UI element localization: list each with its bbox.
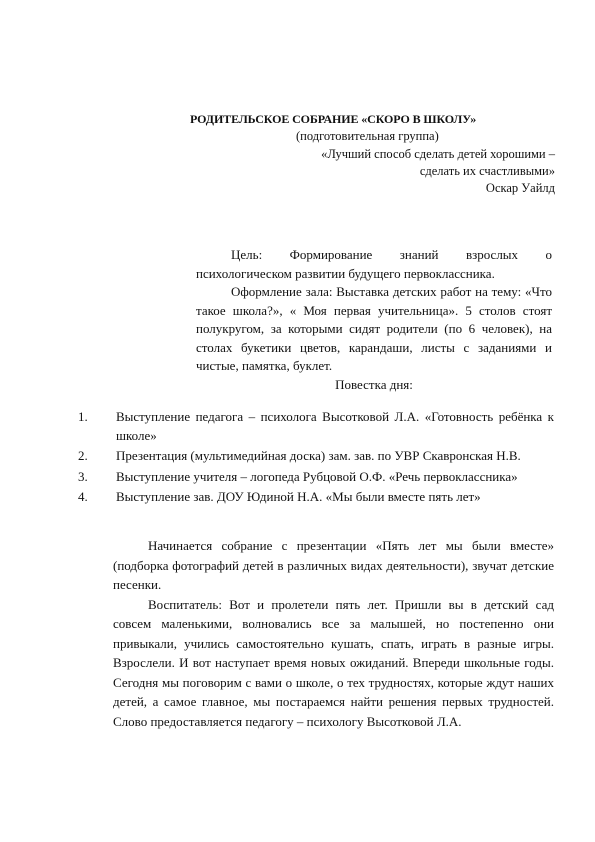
- presentation-paragraph: Начинается собрание с презентации «Пять лет мы были вместе» (подборка фотографий детей в различных видах деятельности), звучат детские песенки.: [113, 538, 554, 592]
- agenda-item-number: 1.: [78, 409, 88, 424]
- agenda-item-number: 3.: [78, 468, 88, 484]
- agenda-item: [78, 447, 554, 466]
- agenda-item-text: Выступление зав. ДОУ Юдиной Н.А. «Мы были вместе пять лет»: [116, 489, 481, 504]
- decoration-paragraph: Оформление зала: Выставка детских работ на тему: «Что такое школа?», « Моя первая учительница». 5 столов стоят полукругом, за которыми сидят родители (по 6 человек), на столах букетики цветов, карандаши, листы с заданиями и чистые, памятка, буклет.: [196, 284, 552, 373]
- agenda-item-text: Выступление педагога – психолога Высотковой Л.А. «Готовность ребёнка к школе»: [116, 409, 554, 443]
- agenda-item: [78, 408, 554, 445]
- document-subtitle: (подготовительная группа): [296, 129, 439, 143]
- body-section: [113, 536, 554, 731]
- agenda-item-text: Выступление учителя – логопеда Рубцовой О.Ф. «Речь первоклассника»: [116, 468, 518, 484]
- agenda-item-number: 4.: [78, 489, 88, 504]
- agenda-item-text: Презентация (мультимедийная доска) зам. зав. по УВР Скавронская Н.В.: [116, 448, 521, 463]
- intro-section: [196, 246, 552, 394]
- document-title: РОДИТЕЛЬСКОЕ СОБРАНИЕ «СКОРО В ШКОЛУ»: [190, 112, 477, 126]
- agenda-item: [78, 468, 554, 487]
- agenda-title: Повестка дня:: [335, 376, 413, 392]
- teacher-speech-paragraph: Воспитатель: Вот и пролетели пять лет. Пришли вы в детский сад совсем маленькими, волновались все за малышей, но постепенно они привыкали, учились самостоятельно кушать, спать, играть в разные игры. Взрослели. И вот наступает время новых ожиданий. Впереди школьные годы. Сегодня мы поговорим с вами о школе, о тех трудностях, которые ждут наших детей, а самое главное, мы постараемся найти решения первых трудностей. Слово предоставляется педагогу – психологу Высотковой Л.А.: [113, 596, 554, 729]
- epigraph-author: Оскар Уайлд: [485, 181, 555, 195]
- agenda-item: [78, 488, 554, 507]
- goal-paragraph: Цель: Формирование знаний взрослых о психологическом развитии будущего первоклассника.: [196, 247, 552, 281]
- epigraph-line-1: «Лучший способ сделать детей хорошими –: [321, 147, 555, 161]
- agenda-list: [78, 408, 554, 509]
- epigraph-line-2: сделать их счастливыми»: [419, 164, 555, 178]
- agenda-item-number: 2.: [78, 448, 88, 463]
